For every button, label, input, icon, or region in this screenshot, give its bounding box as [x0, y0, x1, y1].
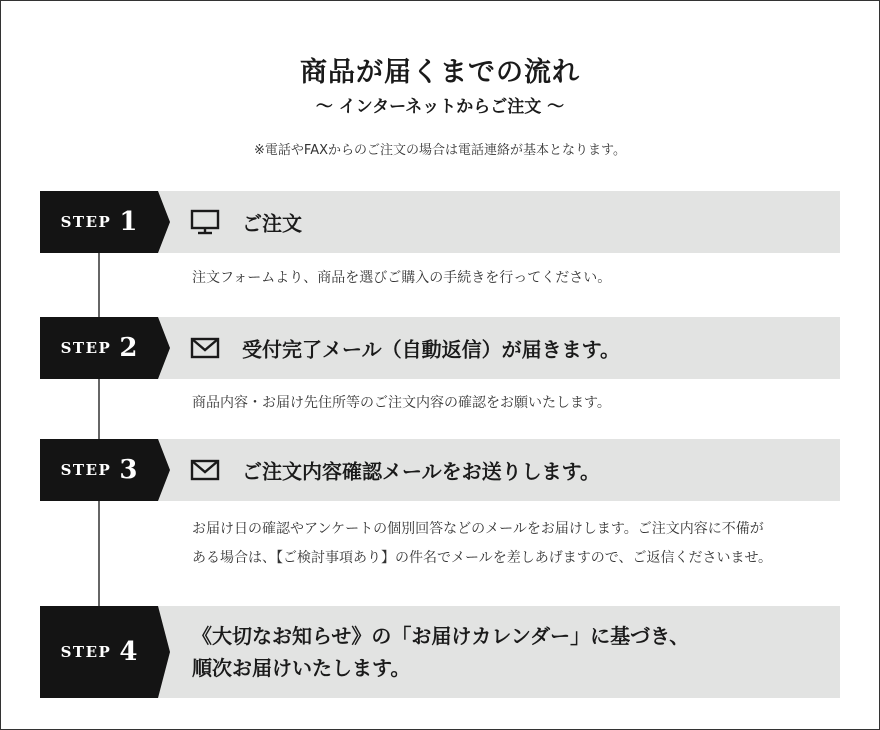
page-title: 商品が届くまでの流れ — [300, 57, 580, 88]
step-word: STEP — [60, 643, 112, 661]
step-2-description: 商品内容・お届け先住所等のご注文内容の確認をお願いたします。 — [192, 395, 611, 411]
step-4-line-1: 《大切なお知らせ》の「お届けカレンダー」に基づき、 — [192, 624, 690, 648]
step-3-label — [40, 439, 158, 501]
mail-icon — [190, 335, 220, 361]
step-4-text — [192, 620, 689, 684]
step-1-title: ご注文 — [242, 211, 302, 236]
connector-line — [98, 379, 100, 439]
step-1-label — [40, 191, 158, 253]
page-note: ※電話やFAXからのご注文の場合は電話連絡が基本となります。 — [254, 143, 626, 158]
page-subtitle: 〜 インターネットからご注文 〜 — [315, 97, 565, 117]
step-number: 4 — [119, 637, 138, 667]
step-2 — [40, 317, 840, 379]
step-3-title: ご注文内容確認メールをお送りします。 — [242, 459, 600, 484]
step-4-label — [40, 606, 158, 698]
step-2-title: 受付完了メール（自動返信）が届きます。 — [242, 337, 620, 362]
step-4 — [40, 606, 840, 698]
step-1-description: 注文フォームより、商品を選びご購入の手続きを行ってください。 — [192, 270, 612, 286]
connector-line — [98, 500, 100, 606]
step-2-label — [40, 317, 158, 379]
step-arrow — [158, 317, 170, 379]
step-1 — [40, 191, 840, 253]
step-word: STEP — [60, 213, 112, 231]
step-number: 1 — [119, 207, 138, 237]
step-arrow — [158, 439, 170, 501]
connector-line — [98, 253, 100, 317]
step-word: STEP — [60, 339, 112, 357]
step-3-description-line-1: お届け日の確認やアンケートの個別回答などのメールをお届けします。ご注文内容に不備が — [192, 521, 764, 537]
step-arrow — [158, 191, 170, 253]
step-arrow — [158, 606, 170, 698]
step-3 — [40, 439, 840, 501]
step-3-description-line-2: ある場合は、【ご検討事項あり】の件名でメールを差しあげますので、ご返信くださいませ。 — [192, 550, 773, 566]
mail-icon — [190, 457, 220, 483]
step-number: 2 — [119, 333, 138, 363]
step-number: 3 — [119, 455, 138, 485]
monitor-icon — [190, 209, 220, 235]
step-word: STEP — [60, 461, 112, 479]
step-4-line-2: 順次お届けいたします。 — [192, 656, 411, 680]
